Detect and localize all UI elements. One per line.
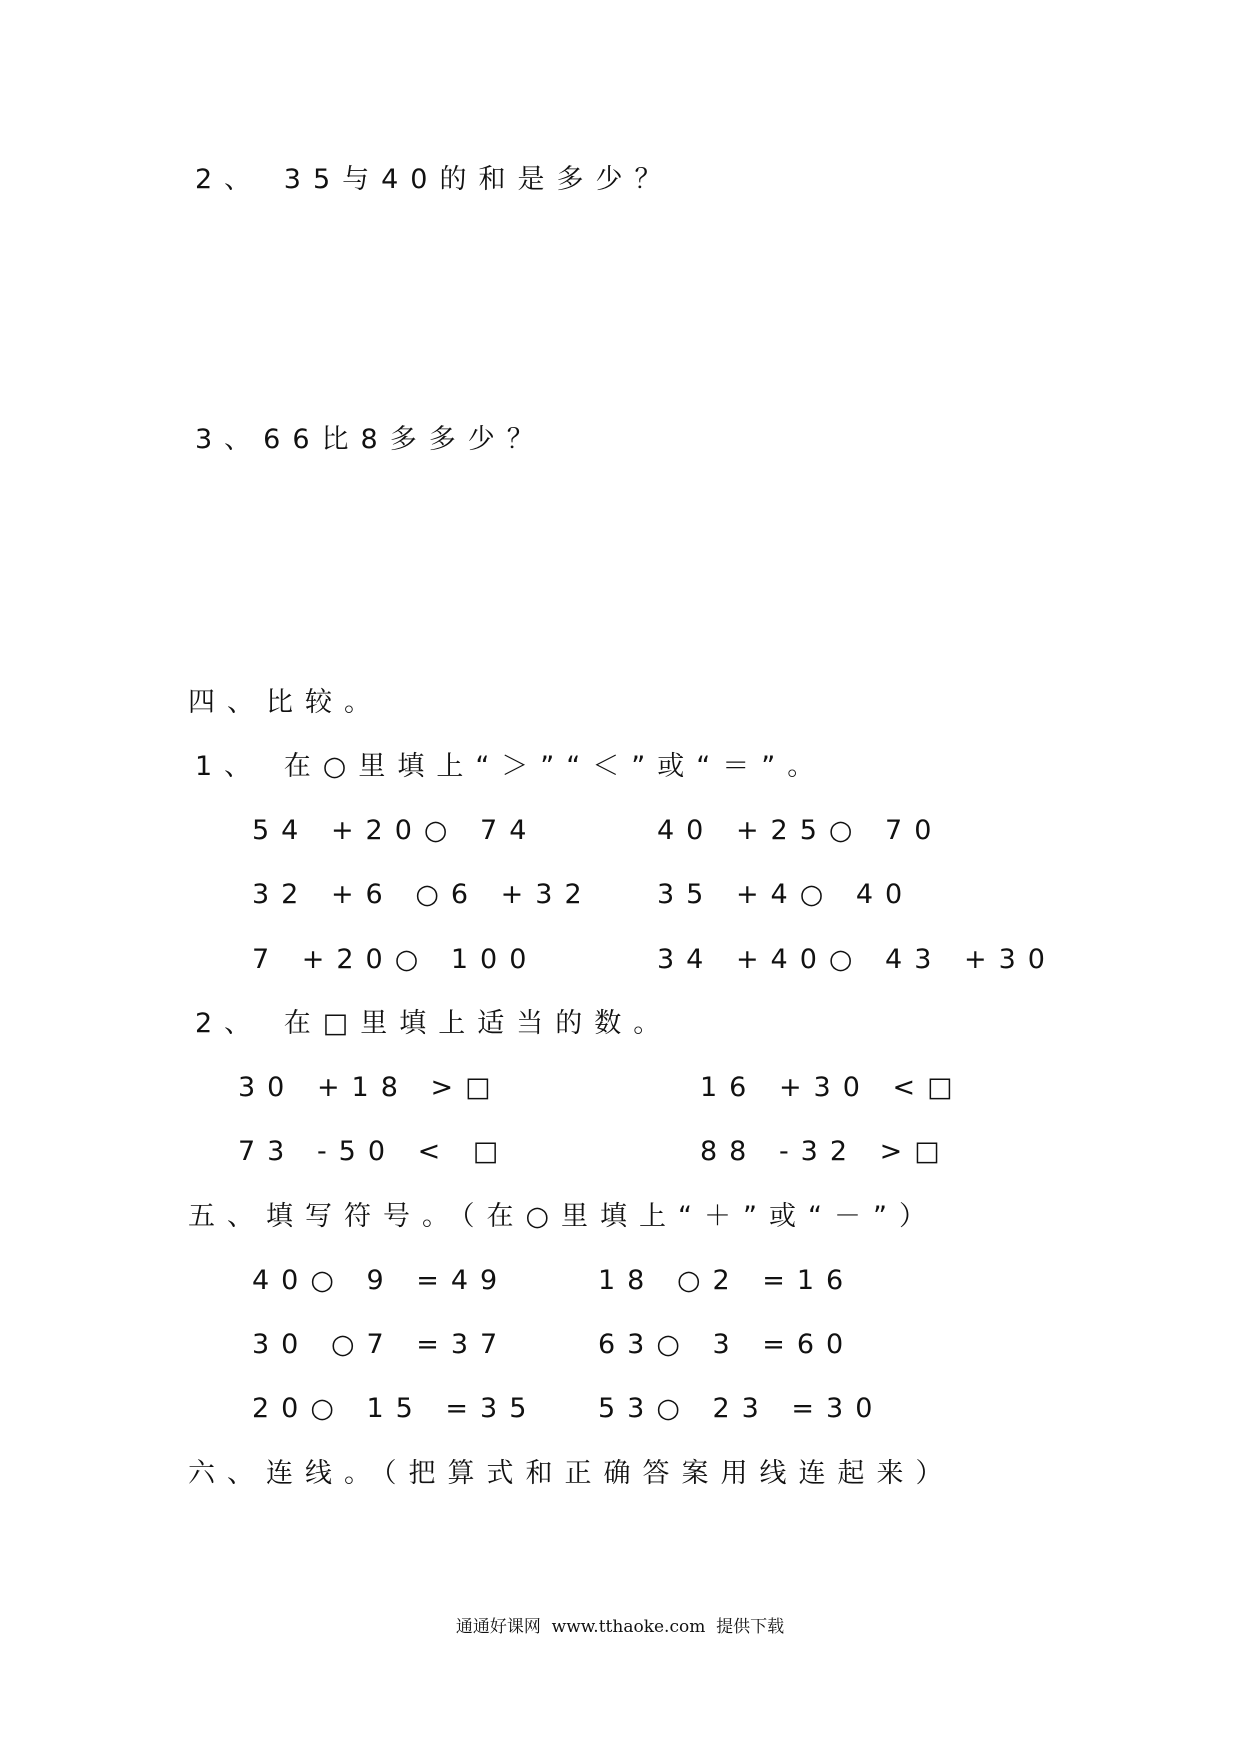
fill-box-expression: 88 -32 >□	[700, 1136, 952, 1167]
footer-credit: 通通好课网 www.tthaoke.com 提供下载	[455, 1617, 785, 1637]
section-4-part1-instruction: 1、 在○里填上“＞”“＜”或“＝”。	[195, 751, 827, 782]
compare-expression: 34 +40○ 43 +30	[657, 944, 1057, 975]
symbol-expression: 20○ 15 =35	[252, 1393, 539, 1424]
section-4-part2-instruction: 2、 在□里填上适当的数。	[195, 1008, 673, 1039]
fill-box-expression: 30 +18 >□	[238, 1072, 503, 1103]
question-3: 3、66比8多多少？	[195, 424, 546, 455]
compare-expression: 40 +25○ 70	[657, 815, 944, 846]
question-2: 2、 35与40的和是多少？	[195, 164, 674, 195]
fill-box-expression: 73 -50 < □	[238, 1136, 511, 1167]
compare-expression: 32 +6 ○6 +32	[252, 879, 594, 910]
symbol-expression: 18 ○2 =16	[598, 1265, 856, 1296]
symbol-expression: 30 ○7 =37	[252, 1329, 510, 1360]
section-4-title: 四、比较。	[188, 687, 383, 718]
symbol-expression: 40○ 9 =49	[252, 1265, 510, 1296]
fill-box-expression: 16 +30 <□	[700, 1072, 965, 1103]
compare-expression: 7 +20○ 100	[252, 944, 539, 975]
symbol-expression: 53○ 23 =30	[598, 1393, 885, 1424]
compare-expression: 35 +4○ 40	[657, 879, 915, 910]
compare-expression: 54 +20○ 74	[252, 815, 539, 846]
section-6-title: 六、连线。（把算式和正确答案用线连起来）	[188, 1458, 955, 1489]
section-5-title: 五、填写符号。（在○里填上“＋”或“－”）	[188, 1201, 939, 1232]
symbol-expression: 63○ 3 =60	[598, 1329, 856, 1360]
